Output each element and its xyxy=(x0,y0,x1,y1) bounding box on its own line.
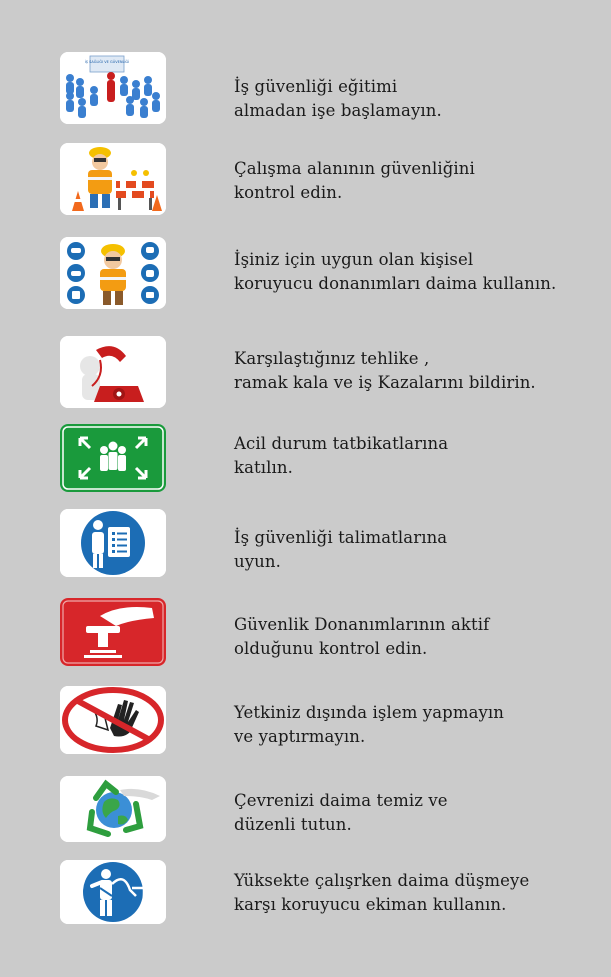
ppe-worker-icon xyxy=(60,237,166,309)
safety-rule-text: Yüksekte çalışrken daima düşmeye karşı koruyucu ekiman kullanın. xyxy=(234,871,530,914)
instructions-icon xyxy=(60,509,166,577)
safety-rule-text: Çalışma alanının güvenliğini kontrol edin. xyxy=(234,159,475,202)
no-touch-hand-icon xyxy=(60,686,166,754)
safety-rule-text: Yetkiniz dışında işlem yapmayın ve yaptırmayın. xyxy=(234,703,505,746)
safety-rule-text: İş güvenliği eğitimi almadan işe başlamayın. xyxy=(234,77,442,120)
safety-rule-text: Karşılaştığınız tehlike , ramak kala ve iş Kazalarını bildirin. xyxy=(234,349,536,392)
safety-rule-text: İşiniz için uygun olan kişisel koruyucu donanımları daima kullanın. xyxy=(234,250,557,293)
telephone-icon xyxy=(60,336,166,408)
safety-rule-text: İş güvenliği talimatlarına uyun. xyxy=(234,528,448,571)
recycle-globe-icon xyxy=(60,776,166,842)
emergency-button-icon xyxy=(60,598,166,666)
safety-rule-text: Çevrenizi daima temiz ve düzenli tutun. xyxy=(234,791,448,834)
safety-harness-icon xyxy=(60,860,166,924)
safety-rule-text: Güvenlik Donanımlarının aktif olduğunu kontrol edin. xyxy=(234,615,490,658)
worker-barrier-icon xyxy=(60,143,166,215)
safety-rule-text: Acil durum tatbikatlarına katılın. xyxy=(234,434,449,477)
training-people-icon xyxy=(60,52,166,124)
training-badge-text: İŞ SAĞLIĞI VE GÜVENLİĞİ xyxy=(84,60,130,64)
assembly-point-icon xyxy=(60,424,166,492)
